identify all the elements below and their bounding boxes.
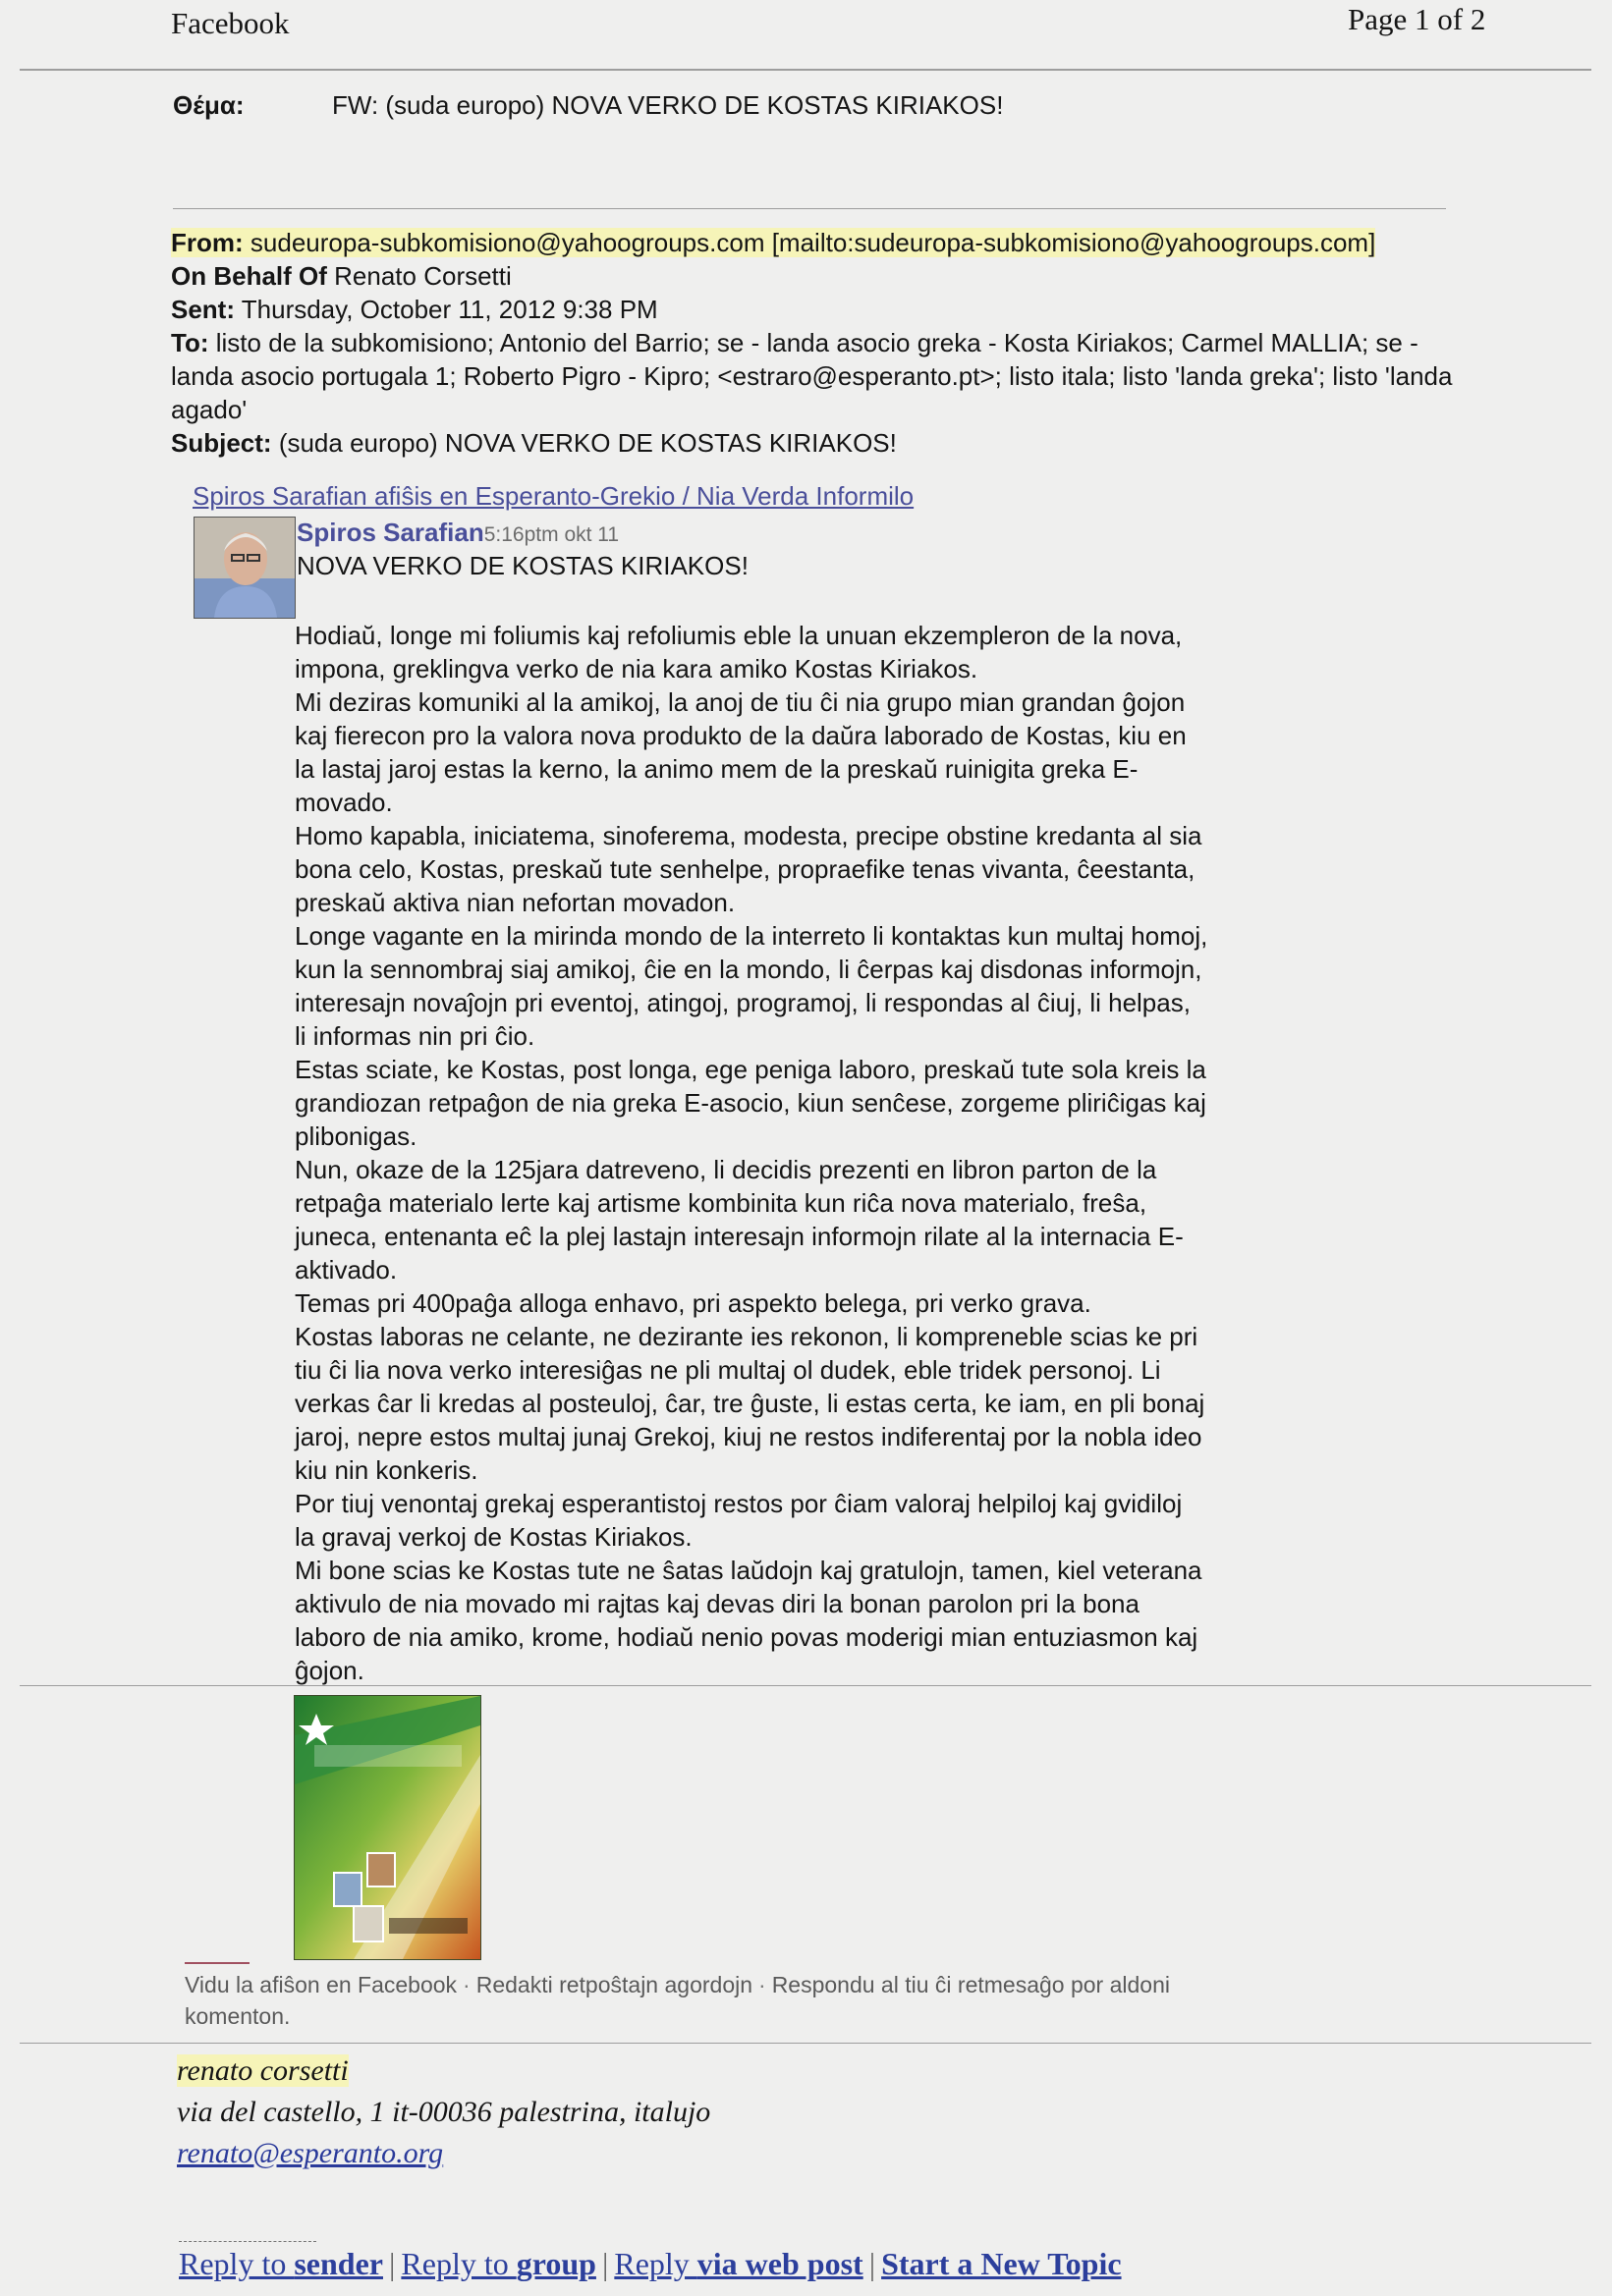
post-header-link[interactable]: Spiros Sarafian afiŝis en Esperanto-Grekio / Nia Verda Informilo (193, 481, 915, 511)
page-indicator: Page 1 of 2 (1348, 2, 1486, 36)
link-separator: | (601, 2246, 609, 2281)
reply-to-group-prefix: Reply to (401, 2246, 517, 2281)
reply-via-web-bold: via web post (696, 2246, 863, 2281)
signature-name: renato corsetti (177, 2054, 349, 2087)
post-actions (185, 1969, 1226, 2032)
behalf-value: Renato Corsetti (334, 261, 512, 291)
post-author-line (297, 518, 619, 548)
post-paragraph: Mi bone scias ke Kostas tute ne ŝatas laŭdojn kaj gratulojn, tamen, kiel veterana aktivulo de nia movado mi rajtas kaj devas diri la bonan parolon pri la bona laboro de nia amiko, krome, hodiaŭ nenio povas moderigi mian entuziasmon kaj ĝojon. (295, 1556, 1202, 1685)
to-value: listo de la subkomisiono; Antonio del Barrio; se - landa asocio greka - Kosta Kiriakos; Carmel MALLIA; se - landa asocio portugala 1; Roberto Pigro - Kipro; <estraro@esperanto.pt>; listo itala; listo 'landa greka'; listo 'landa agado' (171, 328, 1453, 424)
sent-value: Thursday, October 11, 2012 9:38 PM (241, 295, 658, 324)
footer-mini-divider (179, 2241, 316, 2242)
behalf-row (171, 259, 1477, 293)
print-source-label: Facebook (171, 6, 290, 40)
email-headers (171, 226, 1477, 460)
view-on-facebook-link[interactable]: Vidu la afiŝon en Facebook (185, 1972, 458, 1997)
post-title: NOVA VERKO DE KOSTAS KIRIAKOS! (297, 551, 749, 580)
signature (177, 2050, 710, 2174)
post-body (295, 615, 1208, 1687)
footer-links (179, 2246, 1122, 2282)
avatar[interactable] (194, 517, 296, 619)
subject-line-value: FW: (suda europo) NOVA VERKO DE KOSTAS KIRIAKOS! (332, 90, 1004, 120)
signature-email-row (177, 2133, 710, 2174)
avatar-photo-icon (195, 518, 295, 618)
from-highlight (171, 228, 1375, 257)
actions-divider-short (185, 1962, 250, 1964)
reply-to-comment-link[interactable]: Respondu al tiu ĉi retmesaĝo por aldoni komenton. (185, 1972, 1170, 2029)
post-paragraph: Estas sciate, ke Kostas, post longa, ege peniga laboro, preskaŭ tute sola kreis la grandiozan retpaĝon de nia greka E-asocio, kiun senĉese, zorgeme pliriĉigas kaj plibonigas. (295, 1055, 1206, 1151)
reply-via-web-prefix: Reply (614, 2246, 697, 2281)
signature-email[interactable]: renato@esperanto.org (177, 2137, 444, 2169)
link-separator: | (868, 2246, 876, 2281)
book-cover-image[interactable] (294, 1695, 481, 1960)
link-separator: | (388, 2246, 396, 2281)
post-paragraph: Por tiuj venontaj grekaj esperantistoj restos por ĉiam valoraj helpiloj kaj gvidiloj la gravaj verkoj de Kostas Kiriakos. (295, 1489, 1183, 1552)
from-value: sudeuropa-subkomisiono@yahoogroups.com [mailto:sudeuropa-subkomisiono@yahoogroups.com] (250, 228, 1376, 257)
reply-to-group-link[interactable] (401, 2246, 596, 2281)
reply-to-sender-link[interactable] (179, 2246, 383, 2281)
post-paragraph: Nun, okaze de la 125jara datreveno, li decidis prezenti en libron parton de la retpaĝa materialo lerte kaj artisme kombinita kun riĉa nova materialo, freŝa, juneca, entenanta eĉ la plej lastajn interesajn informojn rilate al la internacia E-aktivado. (295, 1155, 1184, 1285)
signature-address: via del castello, 1 it-00036 palestrina, italujo (177, 2096, 711, 2128)
sent-label: Sent: (171, 295, 235, 324)
book-cover-icon (295, 1696, 480, 1959)
subject-divider (173, 208, 1446, 209)
edit-email-settings-link[interactable]: Redakti retpoŝtajn agordojn (475, 1972, 753, 1997)
start-new-topic-link[interactable] (881, 2246, 1121, 2281)
reply-to-sender-prefix: Reply to (179, 2246, 295, 2281)
subject-label: Subject: (171, 428, 272, 458)
signature-divider (20, 2043, 1591, 2044)
subject-line-label: Θέμα: (173, 90, 245, 120)
post-paragraph: Longe vagante en la mirinda mondo de la interreto li kontaktas kun multaj homoj, kun la sennombraj siaj amikoj, ĉie en la mondo, li ĉerpas kaj disdonas informojn, interesajn novaĵojn pri eventoj, atingoj, programoj, li respondas al ĉiuj, li helpas, li informas nin pri ĉio. (295, 921, 1208, 1051)
reply-via-web-link[interactable] (614, 2246, 862, 2281)
post-time: 5:16ptm okt 11 (483, 523, 620, 546)
reply-to-sender-bold: sender (294, 2246, 383, 2281)
signature-name-row (177, 2050, 710, 2092)
action-separator: · (463, 1972, 471, 1997)
sent-row (171, 293, 1477, 326)
post-author[interactable]: Spiros Sarafian (297, 518, 484, 547)
to-label: To: (171, 328, 209, 357)
action-separator: · (758, 1972, 766, 1997)
start-new-topic-label: Start a New Topic (881, 2246, 1122, 2281)
subject-line (173, 90, 1003, 121)
behalf-label: On Behalf Of (171, 261, 327, 291)
from-row (171, 226, 1477, 259)
post-paragraph: Temas pri 400paĝa alloga enhavo, pri aspekto belega, pri verko grava. (295, 1288, 1091, 1318)
subject-value: (suda europo) NOVA VERKO DE KOSTAS KIRIAKOS! (278, 428, 897, 458)
post-paragraph: Mi deziras komuniki al la amikoj, la anoj de tiu ĉi nia grupo mian grandan ĝojon kaj fierecon pro la valora nova produkto de la daŭra laborado de Kostas, kiu en la lastaj jaroj estas la kerno, la animo mem de la preskaŭ ruinigita greka E-movado. (295, 687, 1187, 817)
post-paragraph: Kostas laboras ne celante, ne dezirante ies rekonon, li kompreneble scias ke pri tiu ĉi lia nova verko interesiĝas ne pli multaj ol dudek, eble tridek personoj. Li verkas ĉar li kredas al posteuloj, ĉar, tre ĝuste, li estas certa, ke iam, en pli bonaj jaroj, nepre estos multaj junaj Grekoj, kiuj ne restos indiferentaj por la nobla ideo kiu nin konkeris. (295, 1322, 1205, 1485)
post-paragraph: Homo kapabla, iniciatema, sinoferema, modesta, precipe obstine kredanta al sia bona celo, Kostas, preskaŭ tute senhelpe, propraefike tenas vivanta, ĉeestanta, preskaŭ aktiva nian nefortan movadon. (295, 821, 1202, 917)
to-row (171, 326, 1477, 426)
top-divider (20, 69, 1591, 71)
post-paragraph: Hodiaŭ, longe mi foliumis kaj refoliumis eble la unuan ekzempleron de la nova, impona, greklingva verko de nia kara amiko Kostas Kiriakos. (295, 621, 1183, 683)
from-label: From: (171, 228, 244, 257)
reply-to-group-bold: group (516, 2246, 596, 2281)
post-divider (20, 1685, 1591, 1686)
subject-row (171, 426, 1477, 460)
